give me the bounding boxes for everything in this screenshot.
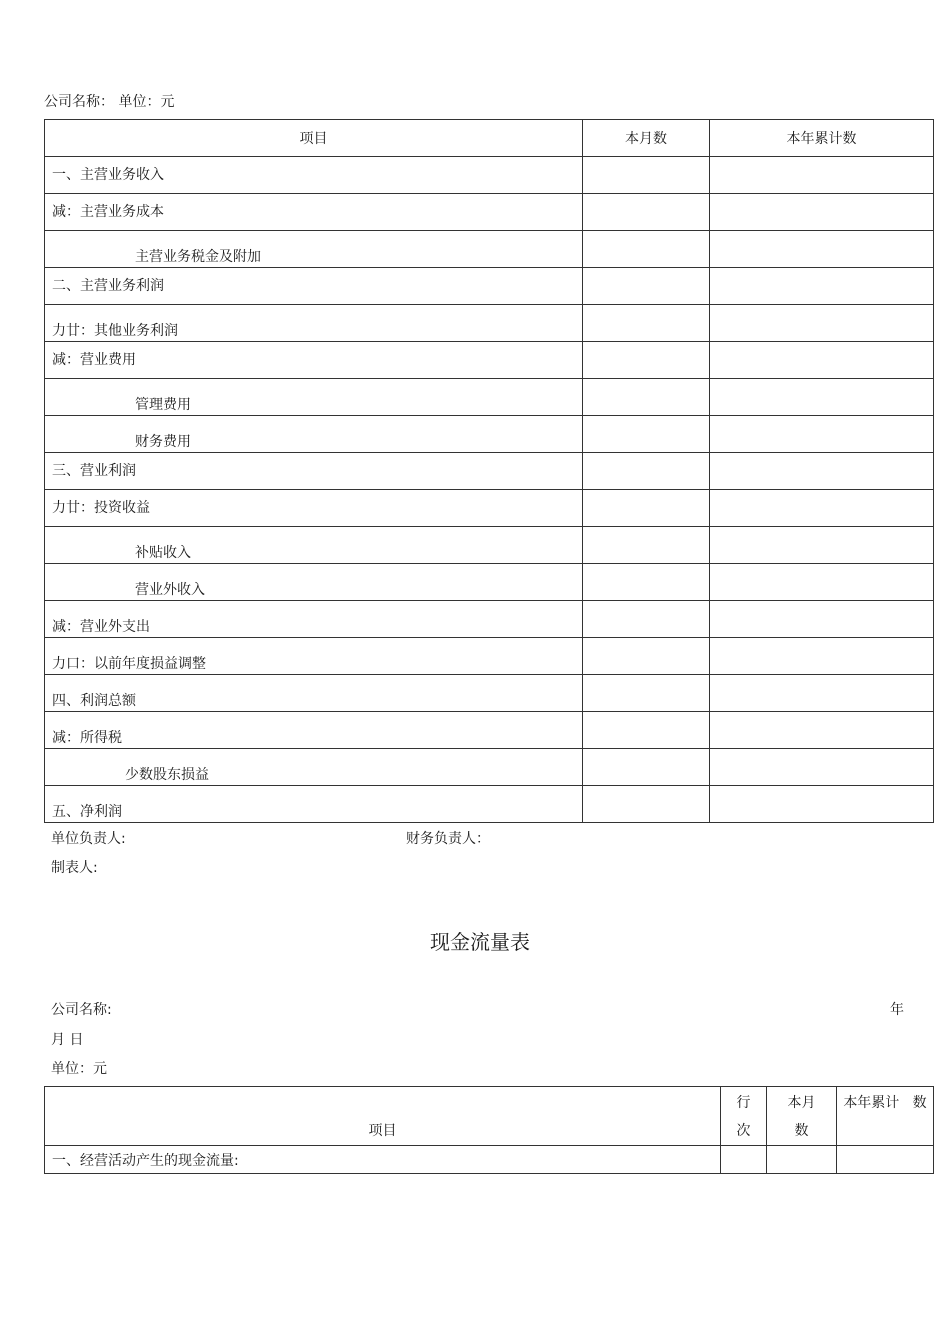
row-label: 管理费用 <box>135 397 191 413</box>
month-value-cell[interactable] <box>583 564 710 601</box>
month-value-cell[interactable] <box>583 786 710 823</box>
row-label: 一、主营业务收入 <box>52 167 164 183</box>
row-label: 减：营业费用 <box>52 352 136 368</box>
table-row <box>45 490 934 527</box>
table-row <box>45 786 934 823</box>
column-header-month-2: 数 <box>794 1123 809 1139</box>
row-label: 力廿：其他业务利润 <box>52 323 178 339</box>
finance-head-label: 财务负责人： <box>406 831 490 847</box>
ytd-value-cell[interactable] <box>710 342 934 379</box>
table-row <box>45 416 934 453</box>
column-header-month: 本月数 <box>583 120 710 157</box>
row-label: 三、营业利润 <box>52 463 136 479</box>
month-value-cell[interactable] <box>583 453 710 490</box>
cashflow-title: 现金流量表 <box>430 930 530 954</box>
ytd-value-cell[interactable] <box>710 194 934 231</box>
month-value-cell[interactable] <box>583 712 710 749</box>
table-row <box>45 157 934 194</box>
preparer-label: 制表人: <box>51 860 98 876</box>
table-row <box>45 527 934 564</box>
ytd-value-cell[interactable] <box>710 490 934 527</box>
row-label: 一、经营活动产生的现金流量: <box>45 1146 721 1174</box>
row-label: 补贴收入 <box>135 545 191 561</box>
column-header-ytd: 本年累计 数 <box>843 1095 927 1111</box>
row-label: 减：主营业务成本 <box>52 204 164 220</box>
column-header-ytd: 本年累计数 <box>710 120 934 157</box>
ytd-value-cell[interactable] <box>710 712 934 749</box>
ytd-value-cell[interactable] <box>710 305 934 342</box>
column-header-line-no-2: 次 <box>736 1123 751 1139</box>
row-label: 四、利润总额 <box>52 693 136 709</box>
month-value-cell[interactable] <box>583 675 710 712</box>
income-statement-table <box>44 119 934 823</box>
row-label: 财务费用 <box>135 434 191 450</box>
row-label: 减：所得税 <box>52 730 122 746</box>
row-label: 少数股东损益 <box>125 767 209 783</box>
ytd-value-cell[interactable] <box>710 416 934 453</box>
row-label: 营业外收入 <box>135 582 205 598</box>
ytd-value-cell[interactable] <box>710 749 934 786</box>
line-no-cell[interactable] <box>721 1146 767 1174</box>
table-header-row <box>45 120 934 157</box>
month-value-cell[interactable] <box>583 268 710 305</box>
table-row <box>45 1146 934 1174</box>
table-row <box>45 564 934 601</box>
table-row <box>45 305 934 342</box>
row-label: 减：营业外支出 <box>52 619 150 635</box>
row-label: 主营业务税金及附加 <box>135 249 261 265</box>
row-label: 二、主营业务利润 <box>52 278 164 294</box>
table-row <box>45 749 934 786</box>
table-row <box>45 342 934 379</box>
row-label: 力廿：投资收益 <box>52 500 150 516</box>
ytd-value-cell[interactable] <box>710 675 934 712</box>
company-unit-line: 公司名称： 单位：元 <box>44 94 175 110</box>
ytd-value-cell[interactable] <box>837 1146 934 1174</box>
month-value-cell[interactable] <box>583 749 710 786</box>
table-row <box>45 638 934 675</box>
ytd-value-cell[interactable] <box>710 564 934 601</box>
month-value-cell[interactable] <box>583 490 710 527</box>
unit-head-label: 单位负责人: <box>51 831 126 847</box>
month-value-cell[interactable] <box>583 305 710 342</box>
ytd-value-cell[interactable] <box>710 453 934 490</box>
ytd-value-cell[interactable] <box>710 638 934 675</box>
table-header-row <box>45 1087 934 1146</box>
month-value-cell[interactable] <box>583 601 710 638</box>
column-header-item: 项目 <box>368 1123 397 1139</box>
row-label: 五、净利润 <box>52 804 122 820</box>
month-value-cell[interactable] <box>583 638 710 675</box>
column-header-item: 项目 <box>45 120 583 157</box>
month-value-cell[interactable] <box>583 231 710 268</box>
table-row <box>45 712 934 749</box>
cashflow-month-day-label: 月 日 <box>51 1032 84 1048</box>
month-value-cell[interactable] <box>583 527 710 564</box>
table-row <box>45 675 934 712</box>
cashflow-unit-label: 单位：元 <box>51 1061 107 1077</box>
ytd-value-cell[interactable] <box>710 379 934 416</box>
table-row <box>45 601 934 638</box>
month-value-cell[interactable] <box>583 379 710 416</box>
cashflow-year-label: 年 <box>890 1002 904 1018</box>
month-value-cell[interactable] <box>583 416 710 453</box>
column-header-line-no-1: 行 <box>736 1095 751 1111</box>
month-value-cell[interactable] <box>583 157 710 194</box>
table-row <box>45 379 934 416</box>
table-row <box>45 268 934 305</box>
month-value-cell[interactable] <box>583 194 710 231</box>
cashflow-table <box>44 1086 934 1174</box>
month-value-cell[interactable] <box>583 342 710 379</box>
ytd-value-cell[interactable] <box>710 601 934 638</box>
table-row <box>45 194 934 231</box>
ytd-value-cell[interactable] <box>710 157 934 194</box>
month-value-cell[interactable] <box>767 1146 837 1174</box>
cashflow-company-label: 公司名称: <box>51 1002 112 1018</box>
column-header-month-1: 本月 <box>787 1095 816 1111</box>
row-label: 力口：以前年度损益调整 <box>52 656 206 672</box>
ytd-value-cell[interactable] <box>710 231 934 268</box>
ytd-value-cell[interactable] <box>710 786 934 823</box>
ytd-value-cell[interactable] <box>710 527 934 564</box>
ytd-value-cell[interactable] <box>710 268 934 305</box>
table-row <box>45 231 934 268</box>
table-row <box>45 453 934 490</box>
